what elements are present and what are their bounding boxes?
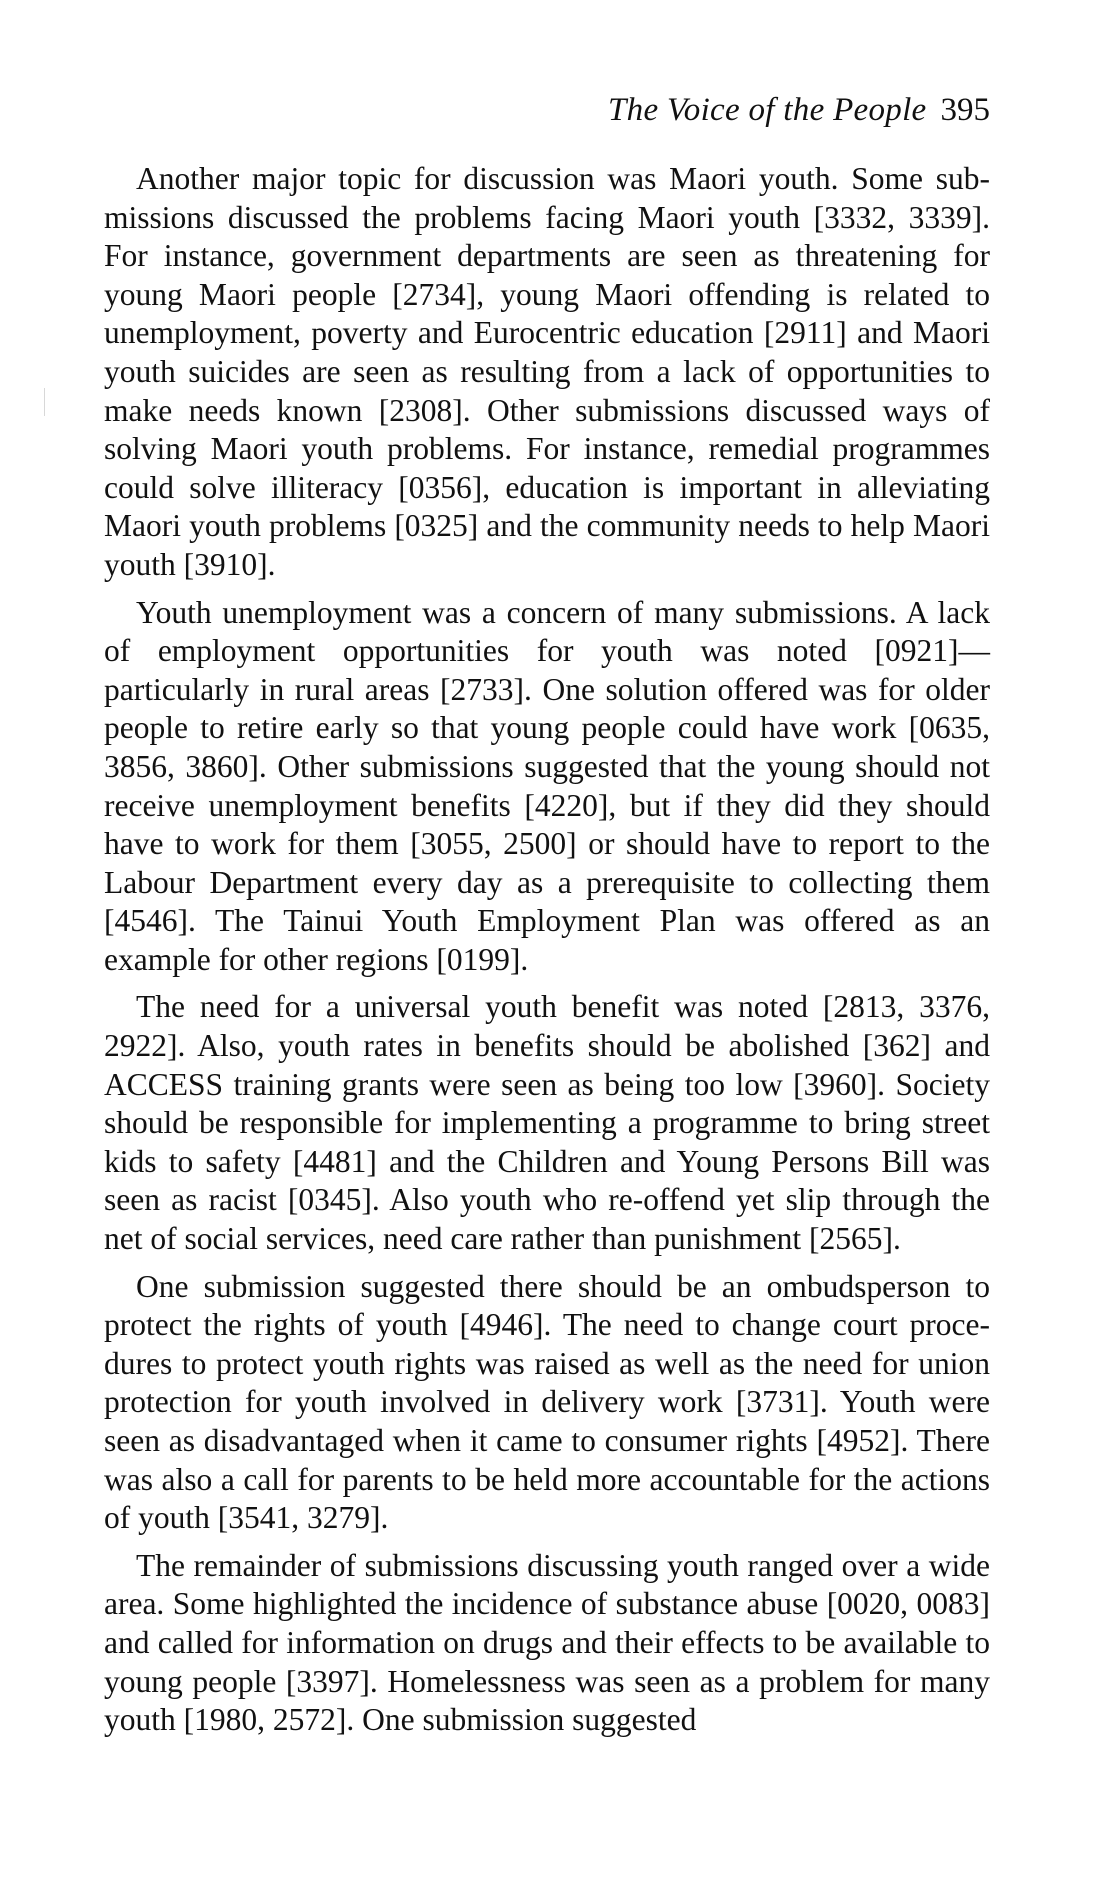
running-head	[608, 90, 990, 130]
page-number: 395	[940, 92, 990, 128]
paragraph-maori-youth: Another major topic for discussion was Maori youth. Some submissions discussed the problems facing Maori youth [3332, 3339]. For instance, government departments are seen as threatening for young Maori people [2734], young Maori offending is related to unemployment, poverty and Eurocentric education [2911] and Maori youth suicides are seen as resulting from a lack of opportunities to make needs known [2308]. Other submissions discussed ways of solving Maori youth problems. For instance, remedial programmes could solve illiteracy [0356], education is important in alleviating Maori youth problems [0325] and the community needs to help Maori youth [3910].	[104, 161, 990, 582]
paragraph-remainder: The remainder of submissions discussing youth ranged over a wide area. Some highlighted the incidence of substance abuse [0020, 0083] and called for information on drugs and their effects to be available to young people [3397]. Homelessness was seen as a problem for many youth [1980, 2572]. One submission suggested	[104, 1547, 990, 1738]
running-head-title: The Voice of the People	[608, 92, 927, 128]
margin-mark	[44, 388, 45, 416]
paragraph-youth-benefit: The need for a universal youth benefit was noted [2813, 3376, 2922]. Also, youth rates in benefits should be abolished [362] and ACCESS training grants were seen as being too low [3960]. Society should be responsible for implementing a programme to bring street kids to safety [4481] and the Children and Young Persons Bill was seen as racist [0345]. Also youth who re-offend yet slip through the net of social services, need care rather than punishment [2565].	[104, 989, 990, 1257]
body-text	[104, 160, 990, 1740]
paragraph-youth-unemployment: Youth unemployment was a concern of many submissions. A lack of employment opportunities for youth was noted [0921]—particularly in rural areas [2733]. One solution offered was for older people to retire early so that young people could have work [0635, 3856, 3860]. Other submissions suggested that the young should not receive unemployment benefits [4220], but if they did they should have to work for them [3055, 2500] or should have to report to the Labour Department every day as a prerequisite to collecting them [4546]. The Tainui Youth Employment Plan was offered as an example for other regions [0199].	[104, 594, 990, 977]
paragraph-youth-rights: One submission suggested there should be an ombudsperson to protect the rights of youth [4946]. The need to change court procedures to protect youth rights was raised as well as the need for union protection for youth involved in delivery work [3731]. Youth were seen as disadvantaged when it came to consumer rights [4952]. There was also a call for parents to be held more accountable for the actions of youth [3541, 3279].	[104, 1268, 990, 1536]
